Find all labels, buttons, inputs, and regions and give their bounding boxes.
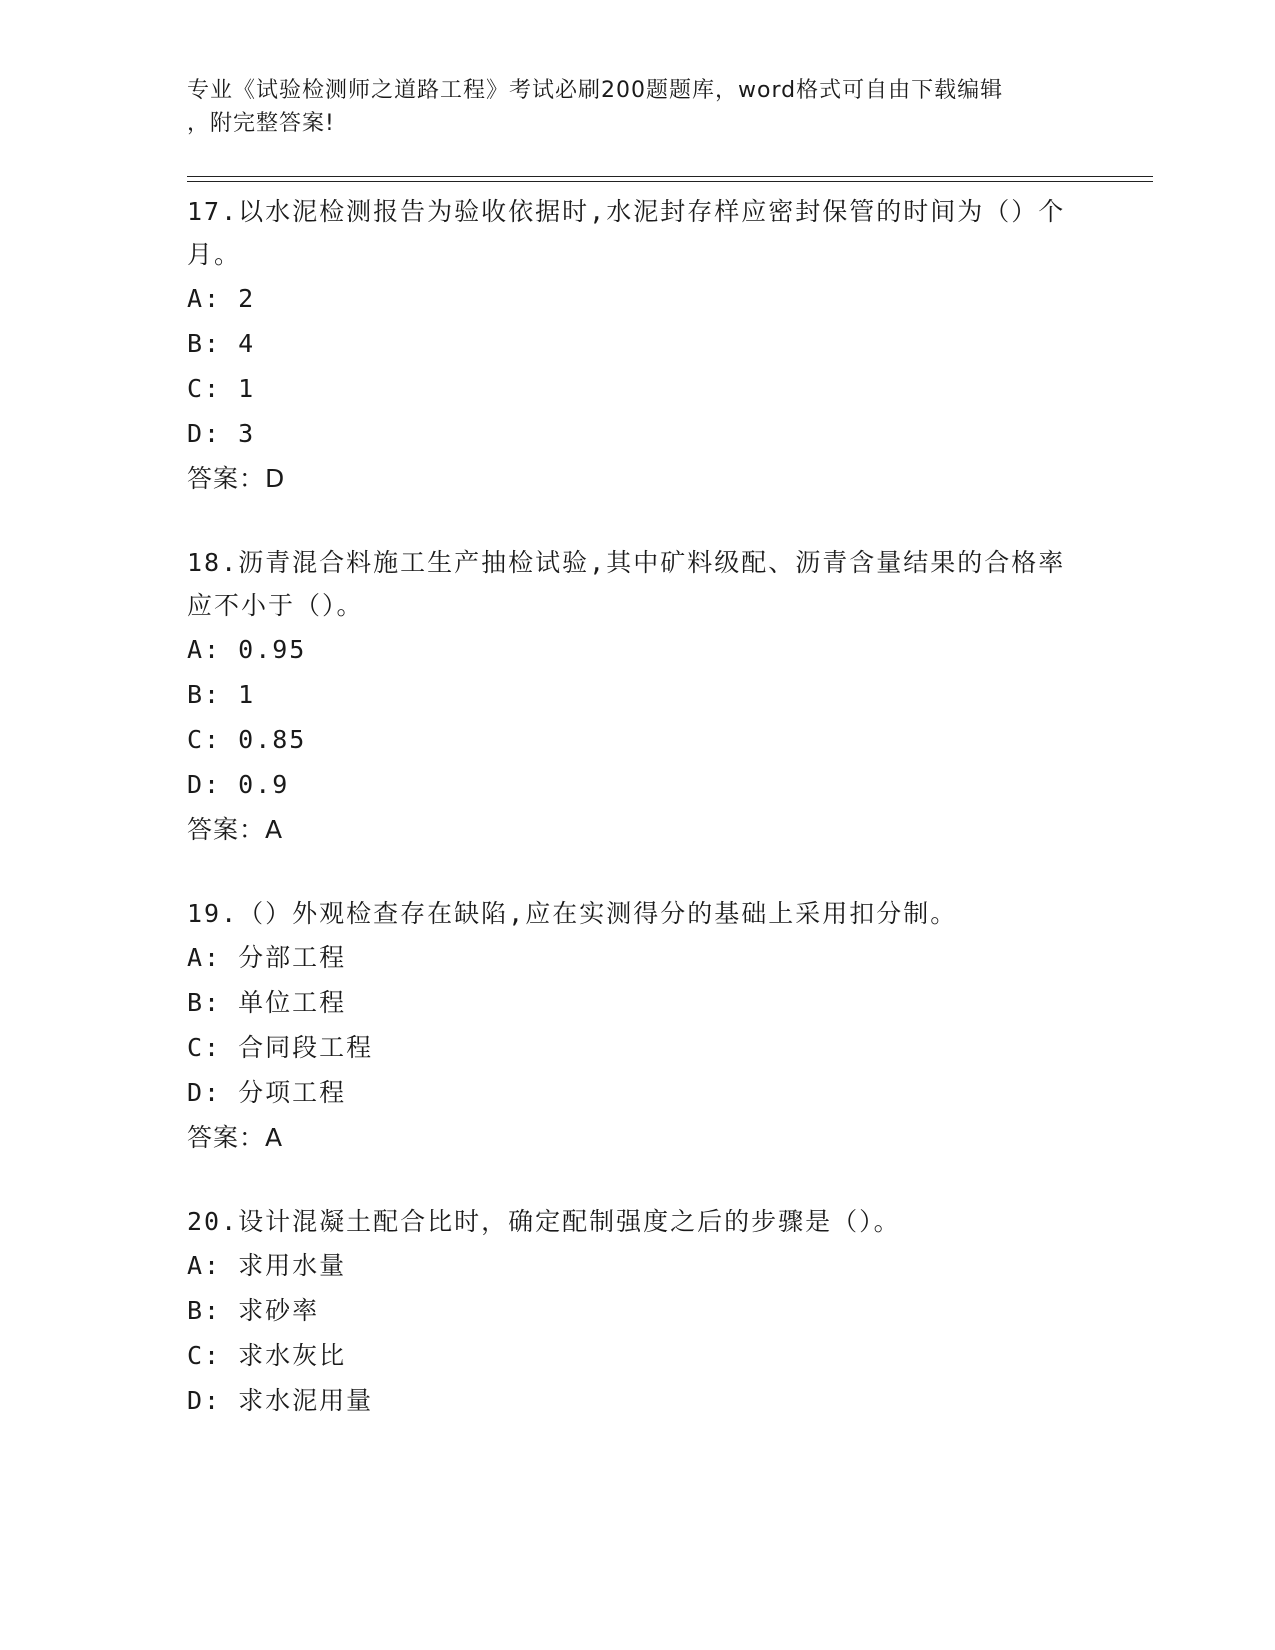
document-header <box>187 74 1067 140</box>
question-text: 18.沥青混合料施工生产抽检试验,其中矿料级配、沥青含量结果的合格率应不小于（）。 <box>187 548 1066 620</box>
option-d: D: 0.9 <box>187 770 290 799</box>
question-list <box>187 190 1067 1463</box>
header-title-line2: ，附完整答案! <box>187 111 335 136</box>
option-a: A: 求用水量 <box>187 1251 347 1280</box>
question-19 <box>187 892 1067 1160</box>
option-a: A: 0.95 <box>187 635 307 664</box>
option-b: B: 1 <box>187 680 256 709</box>
answer: 答案：D <box>187 464 286 493</box>
question-text: 19.（）外观检查存在缺陷,应在实测得分的基础上采用扣分制。 <box>187 899 958 928</box>
answer: 答案：A <box>187 815 284 844</box>
option-b: B: 4 <box>187 329 256 358</box>
header-divider-top <box>187 176 1153 177</box>
header-title-line1: 专业《试验检测师之道路工程》考试必刷200题题库，word格式可自由下载编辑 <box>187 78 1004 103</box>
option-a: A: 分部工程 <box>187 943 347 972</box>
option-c: C: 求水灰比 <box>187 1341 347 1370</box>
option-b: B: 求砂率 <box>187 1296 320 1325</box>
question-text: 17.以水泥检测报告为验收依据时,水泥封存样应密封保管的时间为（）个月。 <box>187 197 1066 269</box>
option-d: D: 分项工程 <box>187 1078 347 1107</box>
option-d: D: 3 <box>187 419 256 448</box>
option-c: C: 1 <box>187 374 256 403</box>
question-17 <box>187 190 1067 501</box>
option-d: D: 求水泥用量 <box>187 1386 374 1415</box>
option-b: B: 单位工程 <box>187 988 347 1017</box>
question-text: 20.设计混凝土配合比时，确定配制强度之后的步骤是（）。 <box>187 1207 901 1236</box>
header-divider-bottom <box>187 181 1153 182</box>
question-20 <box>187 1200 1067 1423</box>
answer: 答案：A <box>187 1123 284 1152</box>
option-c: C: 0.85 <box>187 725 307 754</box>
option-a: A: 2 <box>187 284 256 313</box>
question-18 <box>187 541 1067 852</box>
option-c: C: 合同段工程 <box>187 1033 374 1062</box>
